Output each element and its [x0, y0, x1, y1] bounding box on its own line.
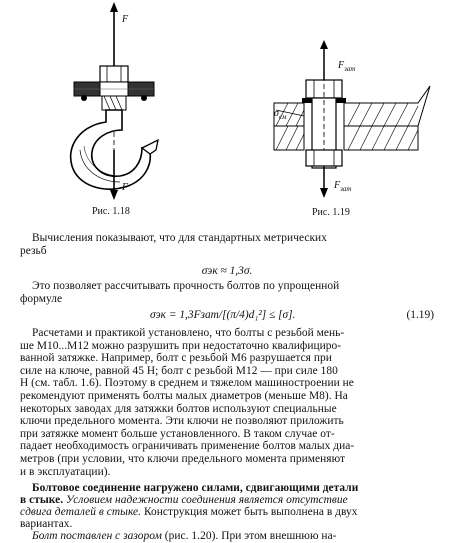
figure-1-18-hook	[40, 0, 210, 205]
figure-1-19-force-bottom-label: $F_{зат}$	[334, 180, 352, 193]
paragraph-3-line: рекомендуют применять болты малых диаметров (меньше М8). На	[20, 390, 348, 402]
paragraph-3-line: силе на ключе, равной 45 Н; болт с резьбой М12 — при силе 180	[20, 364, 338, 377]
paragraph-4-bold-line-1: Болтовое соединение нагружено силами, сдвигающими детали	[32, 482, 359, 494]
paragraph-4-line-3: сдвига деталей в стыке. Конструкция может быть выполнена в двух	[20, 506, 358, 518]
paragraph-1-line-1: Вычисления показывают, что для стандартных метрических	[32, 232, 327, 244]
paragraph-3-line: падает необходимость ограничивать применение болтов малых диа-	[20, 440, 355, 453]
paragraph-2-line-1: Это позволяет рассчитывать прочность болтов по упрощенной	[32, 280, 340, 292]
formula-2-number: (1.19)	[406, 309, 434, 321]
formula-1: σэк ≈ 1,3σ.	[201, 265, 253, 277]
figure-1-18-caption: Рис. 1.18	[92, 206, 130, 217]
formula-2: σэк = 1,3Fзат/[(π/4)d₁²] ≤ [σ].	[150, 309, 296, 321]
paragraph-1-line-2: резьб	[20, 245, 47, 257]
paragraph-3-line: Расчетами и практикой установлено, что болты с резьбой мень-	[32, 327, 345, 339]
figure-1-19-caption: Рис. 1.19	[312, 207, 350, 218]
figure-1-19-stress-label: $\sigma_{см}$	[274, 108, 287, 121]
paragraph-2-line-2: формуле	[20, 293, 63, 305]
paragraph-3-line: некоторых заводах для затяжки болтов используют специальные	[20, 402, 337, 415]
paragraph-4-line-2: в стыке. Условием надежности соединения является отсутствие	[20, 494, 348, 506]
paragraph-3-line: Н (см. табл. 1.6). Поэтому в среднем и тяжелом машиностроении не	[20, 377, 354, 390]
paragraph-3-line: метров (при условии, что ключи предельного момента применяют	[20, 453, 346, 465]
figure-1-18-force-top-label: F	[122, 14, 129, 25]
figure-1-19-force-top-label: $F_{зат}$	[338, 60, 356, 73]
paragraph-4-line-4: вариантах.	[20, 518, 73, 530]
paragraph-3-line: и в эксплуатации).	[20, 465, 111, 478]
paragraph-3-line: ванной затяжке. Например, болт с резьбой М6 разрушается при	[20, 352, 332, 365]
paragraph-5-line-1: Болт поставлен с зазором (рис. 1.20). При этом внешнюю на-	[32, 530, 337, 542]
figure-1-18-force-bottom-label: F	[122, 182, 129, 193]
paragraph-3-line: ключи предельного момента. Эти ключи не позволяют приложить	[20, 415, 344, 428]
paragraph-3-line: ше М10...М12 можно разрушить при недостаточно квалифициро-	[20, 339, 342, 352]
paragraph-3-line: при затяжке момент больше установленного. В таком случае от-	[20, 427, 335, 440]
